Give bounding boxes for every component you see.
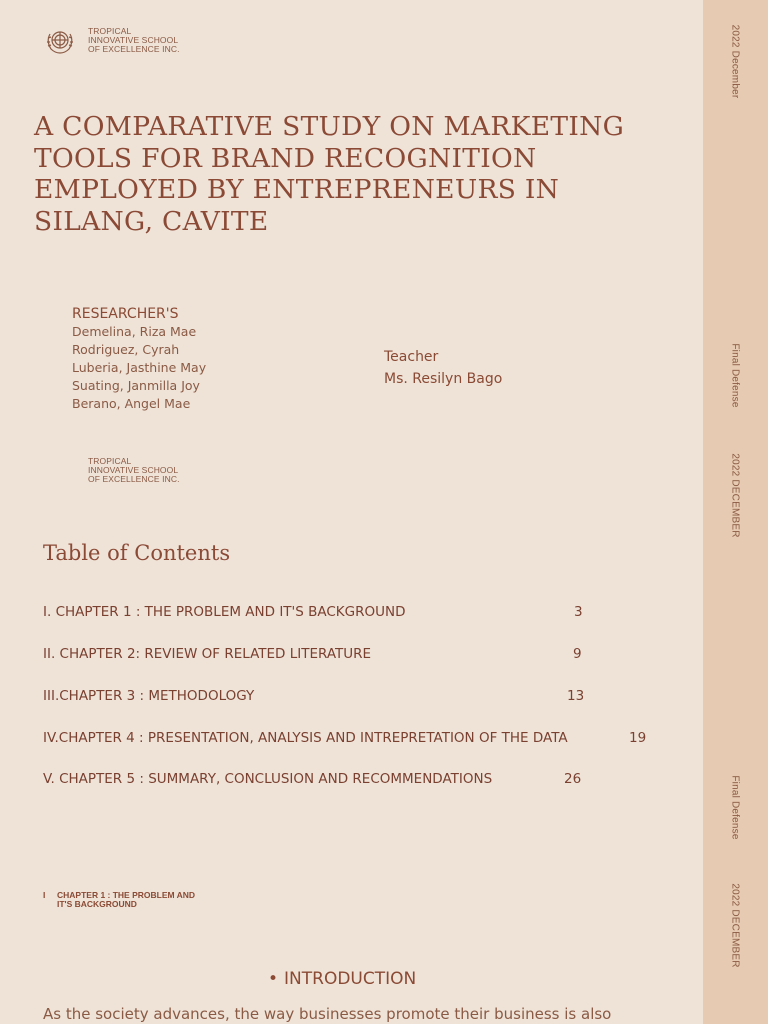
bullet-icon: •	[268, 969, 279, 989]
sidebar-date-2: 2022 DECEMBER	[729, 453, 741, 538]
toc-page-4: 19	[629, 730, 647, 746]
researchers-heading: RESEARCHER'S	[72, 306, 179, 322]
researcher-name: Demelina, Riza Mae	[72, 324, 197, 339]
title-line-2: TOOLS FOR BRAND RECOGNITION	[34, 142, 537, 174]
researchers-list	[72, 323, 206, 413]
intro-paragraph: As the society advances, the way businesses promote their business is also	[43, 1005, 612, 1023]
section-heading	[268, 969, 416, 989]
introduction-heading: INTRODUCTION	[284, 969, 417, 989]
document-title	[34, 111, 704, 237]
toc-entry-3[interactable]: III.CHAPTER 3 : METHODOLOGY	[43, 688, 255, 704]
toc-entry-1[interactable]: I. CHAPTER 1 : THE PROBLEM AND IT'S BACKGROUND	[43, 604, 406, 620]
teacher-heading: Teacher	[384, 349, 439, 365]
toc-title: Table of Contents	[43, 541, 231, 565]
sidebar-date-1: 2022 December	[729, 24, 741, 99]
toc-page-3: 13	[567, 688, 585, 704]
researcher-name: Luberia, Jasthine May	[72, 360, 207, 375]
teacher-name: Ms. Resilyn Bago	[384, 371, 503, 387]
school-line-2: INNOVATIVE SCHOOL	[88, 465, 179, 475]
chapter-title-line-2: IT'S BACKGROUND	[57, 899, 137, 909]
sidebar-defense-1: Final Defense	[729, 343, 741, 408]
sidebar-date-3: 2022 DECEMBER	[729, 883, 741, 968]
un-emblem-icon	[43, 26, 77, 56]
school-name-top	[88, 27, 180, 54]
school-line-1: TROPICAL	[88, 456, 132, 466]
researcher-name: Suating, Janmilla Joy	[72, 378, 200, 393]
school-line-1: TROPICAL	[88, 26, 132, 36]
title-line-1: A COMPARATIVE STUDY ON MARKETING	[34, 111, 625, 142]
toc-page-1: 3	[574, 604, 583, 620]
school-line-2: INNOVATIVE SCHOOL	[88, 35, 179, 45]
title-line-3: EMPLOYED BY ENTREPRENEURS IN	[34, 174, 560, 205]
toc-entry-2[interactable]: II. CHAPTER 2: REVIEW OF RELATED LITERATURE	[43, 646, 372, 662]
title-line-4: SILANG, CAVITE	[34, 205, 269, 237]
toc-page-5: 26	[564, 771, 582, 787]
school-line-3: OF EXCELLENCE INC.	[88, 474, 180, 484]
toc-entry-4[interactable]: IV.CHAPTER 4 : PRESENTATION, ANALYSIS AND INTREPRETATION OF THE DATA	[43, 730, 568, 746]
sidebar-defense-2: Final Defense	[729, 775, 741, 840]
school-line-3: OF EXCELLENCE INC.	[88, 44, 180, 54]
school-name-middle	[88, 457, 180, 484]
researcher-name: Berano, Angel Mae	[72, 396, 191, 411]
toc-page-2: 9	[573, 646, 582, 662]
researcher-name: Rodriguez, Cyrah	[72, 342, 180, 357]
chapter-title-line-1: CHAPTER 1 : THE PROBLEM AND	[57, 890, 196, 900]
chapter-number: I	[43, 890, 46, 900]
toc-entry-5[interactable]: V. CHAPTER 5 : SUMMARY, CONCLUSION AND RECOMMENDATIONS	[43, 771, 493, 787]
